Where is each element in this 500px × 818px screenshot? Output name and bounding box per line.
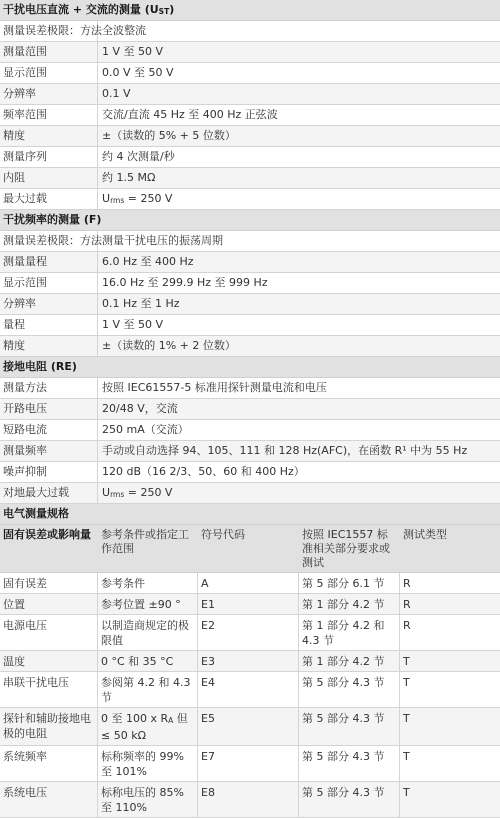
- row-value: 约 4 次测量/秒: [102, 150, 175, 163]
- header-cell-symbol: 符号代码: [201, 528, 245, 541]
- section-title-electrical-spec: 电气测量规格: [0, 504, 500, 525]
- table-row: [0, 21, 500, 42]
- row-label: 对地最大过载: [0, 483, 98, 503]
- section-title-tail: ): [169, 3, 175, 16]
- spec-table-header: [0, 525, 500, 573]
- row-label: 短路电流: [0, 420, 98, 440]
- row-label: 最大过载: [0, 189, 98, 209]
- table-row: [0, 462, 500, 483]
- table-row: [0, 63, 500, 84]
- row-value: 0.1 Hz 至 1 Hz: [102, 297, 180, 310]
- cell-symbol: E3: [198, 651, 299, 671]
- row-label: 测量误差极限：方法: [0, 21, 98, 41]
- cell-symbol: E5: [198, 708, 299, 745]
- row-value: 0.0 V 至 50 V: [102, 66, 174, 79]
- table-row: [0, 483, 500, 504]
- cell-standard: 第 5 部分 4.3 节: [299, 672, 400, 707]
- cell-error: 系统频率: [0, 746, 98, 781]
- row-value: ±（读数的 1% + 2 位数）: [102, 339, 236, 352]
- cell-test-type: T: [403, 655, 410, 668]
- table-row: [0, 168, 500, 189]
- table-row: [0, 294, 500, 315]
- cell-error: 探针和辅助接地电极的电阻: [0, 708, 98, 745]
- row-label: 开路电压: [0, 399, 98, 419]
- row-label: 精度: [0, 126, 98, 146]
- spec-table-body: [0, 573, 500, 818]
- cell-test-type: R: [403, 598, 411, 611]
- value-subscript: rms: [110, 196, 125, 205]
- table-row: [0, 273, 500, 294]
- row-value: 按照 IEC61557-5 标准用探针测量电流和电压: [102, 381, 327, 394]
- section-rows-dc-ac-voltage: [0, 21, 500, 210]
- row-label: 测量频率: [0, 441, 98, 461]
- row-value: 交流/直流 45 Hz 至 400 Hz 正弦波: [102, 108, 278, 121]
- cell-test-type: T: [403, 786, 410, 799]
- row-value: ±（读数的 5% + 5 位数）: [102, 129, 236, 142]
- row-label: 分辨率: [0, 84, 98, 104]
- cell-test-type: R: [403, 619, 411, 632]
- cell-symbol: A: [198, 573, 299, 593]
- table-row: [0, 615, 500, 651]
- cell-conditions: 参考条件: [98, 573, 198, 593]
- cell-error: 位置: [0, 594, 98, 614]
- row-value: 全波整流: [102, 24, 146, 37]
- table-row: [0, 126, 500, 147]
- cell-symbol: E2: [198, 615, 299, 650]
- cell-conditions: 以制造商规定的极限值: [98, 615, 198, 650]
- table-row: [0, 336, 500, 357]
- header-cell-standard: 按照 IEC1557 标准相关部分要求或测试: [302, 528, 390, 569]
- row-value: 120 dB（16 2/3、50、60 和 400 Hz）: [102, 465, 305, 478]
- cell-conditions: 标称电压的 85% 至 110%: [98, 782, 198, 817]
- table-row: [0, 399, 500, 420]
- cell-symbol: E1: [198, 594, 299, 614]
- row-label: 测量方法: [0, 378, 98, 398]
- row-label: 频率范围: [0, 105, 98, 125]
- cell-conditions: 标称频率的 99% 至 101%: [98, 746, 198, 781]
- cell-standard: 第 5 部分 4.3 节: [299, 746, 400, 781]
- table-row: [0, 672, 500, 708]
- cell-error: 系统电压: [0, 782, 98, 817]
- header-cell-error: 固有误差或影响量: [3, 528, 91, 541]
- table-row: [0, 147, 500, 168]
- table-row: [0, 594, 500, 615]
- cell-error: 电源电压: [0, 615, 98, 650]
- value-text: U: [102, 192, 111, 205]
- row-value: 测量干扰电压的振荡周期: [102, 234, 223, 247]
- row-value: 250 mA（交流）: [102, 423, 189, 436]
- row-label: 噪声抑制: [0, 462, 98, 482]
- row-label: 内阻: [0, 168, 98, 188]
- value-text: U: [102, 486, 111, 499]
- table-row: [0, 746, 500, 782]
- table-row: [0, 189, 500, 210]
- table-row: [0, 782, 500, 818]
- cell-conditions: 0 °C 和 35 °C: [98, 651, 198, 671]
- cell-standard: 第 5 部分 6.1 节: [299, 573, 400, 593]
- cell-standard: 第 1 部分 4.2 节: [299, 594, 400, 614]
- cell-standard: 第 5 部分 4.3 节: [299, 782, 400, 817]
- header-cell-conditions: 参考条件或指定工作范围: [101, 528, 189, 555]
- section-title-subscript: ST: [158, 7, 170, 16]
- section-title-earth-resistance: 接地电阻 (RE): [0, 357, 500, 378]
- row-label: 测量范围: [0, 42, 98, 62]
- table-row: [0, 708, 500, 746]
- section-title-dc-ac-voltage: [0, 0, 500, 21]
- row-value: [98, 483, 500, 503]
- cell-test-type: T: [403, 676, 410, 689]
- row-label: 显示范围: [0, 63, 98, 83]
- cell-error: 固有误差: [0, 573, 98, 593]
- row-value: [98, 189, 500, 209]
- cell-test-type: T: [403, 750, 410, 763]
- cell-conditions: 参阅第 4.2 和 4.3 节: [98, 672, 198, 707]
- cell-error: 串联干扰电压: [0, 672, 98, 707]
- row-value: 0.1 V: [102, 87, 131, 100]
- table-row: [0, 252, 500, 273]
- table-row: [0, 573, 500, 594]
- row-value: 20/48 V，交流: [102, 402, 178, 415]
- section-rows-earth-resistance: [0, 378, 500, 504]
- row-value: 手动或自动选择 94、105、111 和 128 Hz(AFC)，在函数 R¹ 中为 55 Hz: [102, 444, 468, 457]
- section-rows-interference-frequency: [0, 231, 500, 357]
- table-row: [0, 105, 500, 126]
- cell-standard: 第 1 部分 4.2 节: [299, 651, 400, 671]
- row-value: 16.0 Hz 至 299.9 Hz 至 999 Hz: [102, 276, 268, 289]
- cell-test-type: R: [403, 577, 411, 590]
- row-label: 分辨率: [0, 294, 98, 314]
- cell-standard: 第 1 部分 4.2 和 4.3 节: [299, 615, 400, 650]
- row-label: 精度: [0, 336, 98, 356]
- table-row: [0, 651, 500, 672]
- cell-symbol: E4: [198, 672, 299, 707]
- table-row: [0, 84, 500, 105]
- section-title-interference-frequency: 干扰频率的测量 (F): [0, 210, 500, 231]
- section-title-text: 干扰电压直流 + 交流的测量 (U: [3, 3, 159, 16]
- cell-standard: 第 5 部分 4.3 节: [299, 708, 400, 745]
- cell-conditions: 参考位置 ±90 °: [98, 594, 198, 614]
- table-row: [0, 378, 500, 399]
- row-value: 6.0 Hz 至 400 Hz: [102, 255, 194, 268]
- row-value: 1 V 至 50 V: [102, 45, 164, 58]
- cell-conditions: 0 至 100 x RA 但 ≤ 50 kΩ: [98, 708, 198, 745]
- row-label: 显示范围: [0, 273, 98, 293]
- value-text: = 250 V: [124, 486, 173, 499]
- cell-symbol: E7: [198, 746, 299, 781]
- table-row: [0, 420, 500, 441]
- value-text: = 250 V: [124, 192, 173, 205]
- cell-test-type: T: [403, 712, 410, 725]
- table-row: [0, 441, 500, 462]
- cell-symbol: E8: [198, 782, 299, 817]
- row-label: 测量量程: [0, 252, 98, 272]
- value-subscript: rms: [110, 490, 125, 499]
- header-cell-test-type: 测试类型: [403, 528, 447, 541]
- table-row: [0, 315, 500, 336]
- row-label: 测量误差极限：方法: [0, 231, 98, 251]
- row-value: 1 V 至 50 V: [102, 318, 164, 331]
- row-label: 量程: [0, 315, 98, 335]
- cell-error: 温度: [0, 651, 98, 671]
- row-label: 测量序列: [0, 147, 98, 167]
- table-row: [0, 42, 500, 63]
- subscript-a: A: [168, 716, 174, 725]
- table-row: [0, 231, 500, 252]
- row-value: 约 1.5 MΩ: [102, 171, 156, 184]
